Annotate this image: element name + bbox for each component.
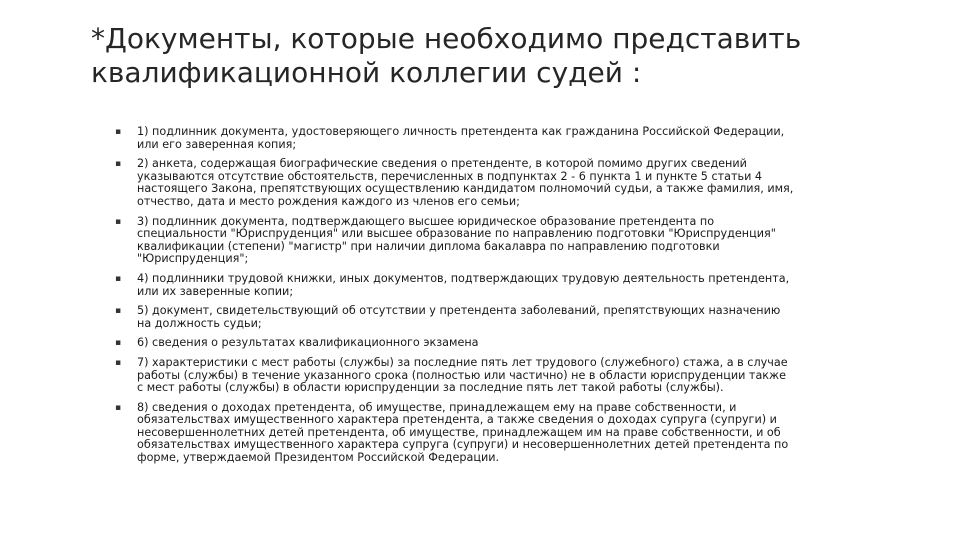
list-item-text: 6) сведения о результатах квалификационного экзамена	[137, 336, 479, 350]
slide-title: *Документы, которые необходимо представить квалификационной коллегии судей :	[91, 22, 802, 89]
list-item-text: 3) подлинник документа, подтверждающего высшее юридическое образование претендента по специальности "Юриспруденция" или высшее образование по направлению подготовки "Юриспруденция" квалификации (степени) "магистр" при наличии диплома бакалавра по направлению подготовки "Юриспруденция";	[137, 214, 776, 266]
list-item	[115, 216, 795, 266]
list-item-text: 7) характеристики с мест работы (службы) за последние пять лет трудового (служебного) стажа, а в случае работы (службы) в течение указанного срока (полностью или частично) не в области юриспруденции также с мест работы (службы) в области юриспруденции за последние пять лет такой работы (службы).	[137, 355, 788, 395]
list-item	[115, 273, 795, 298]
list-item	[115, 305, 795, 330]
list-item-text: 4) подлинники трудовой книжки, иных документов, подтверждающих трудовую деятельность претендента, или их заверенные копии;	[137, 271, 790, 298]
list-item	[115, 158, 795, 208]
bullet-icon: ▪	[115, 127, 122, 137]
bullet-icon: ▪	[115, 357, 122, 368]
list-item-text: 2) анкета, содержащая биографические сведения о претенденте, в которой помимо других сведений указываются отсутствие обстоятельств, перечисленных в подпунктах 2 - 6 пункта 1 и пункте 5 статьи 4 настоящего Закона, препятствующих осуществлению кандидатом полномочий судьи, а также фамилия, имя, отчество, дата и место рождения каждого из членов его семьи;	[137, 157, 794, 208]
bullet-icon: ▪	[115, 273, 122, 284]
bullet-icon: ▪	[115, 306, 122, 317]
list-item	[115, 357, 795, 395]
list-item	[115, 126, 795, 151]
list-item-text: 5) документ, свидетельствующий об отсутствии у претендента заболеваний, препятствующих назначению на должность судьи;	[137, 304, 781, 330]
document-list	[115, 126, 795, 472]
bullet-icon: ▪	[115, 338, 122, 349]
bullet-icon: ▪	[115, 402, 122, 413]
bullet-icon: ▪	[115, 159, 122, 170]
list-item	[115, 402, 795, 465]
bullet-icon: ▪	[115, 216, 122, 227]
list-item-text: 1) подлинник документа, удостоверяющего личность претендента как гражданина Российской Федерации, или его заверенная копия;	[137, 125, 785, 151]
list-item	[115, 337, 795, 350]
list-item-text: 8) сведения о доходах претендента, об имуществе, принадлежащем ему на праве собственности, и обязательствах имущественного характера претендента, а также сведения о доходах супруга (супруги) и несовершеннолетних детей претендента, об имуществе, принадлежащем им на праве собственности, и об обязательствах имущественного характера супруга (супруги) и несовершеннолетних детей претендента по форме, утверждаемой Президентом Российской Федерации.	[137, 400, 789, 465]
